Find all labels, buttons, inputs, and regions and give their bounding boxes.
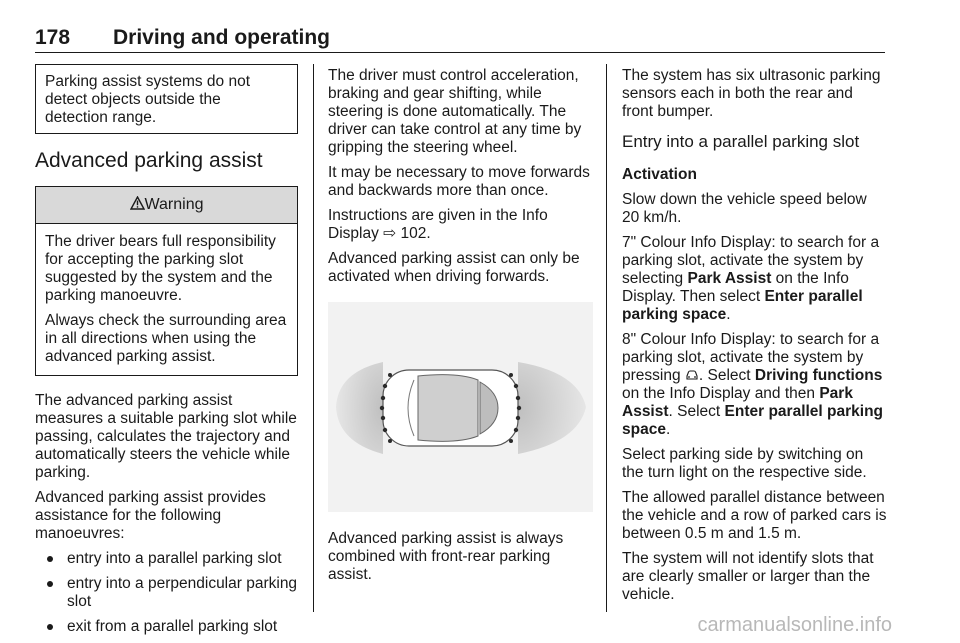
column-3 [622, 67, 887, 611]
warning-text: The driver bears full responsibility for accepting the parking slot suggested by the system and the parking manoeuvre. [45, 233, 276, 304]
warning-header [36, 187, 297, 224]
column-1 [35, 64, 298, 643]
paragraph: The allowed parallel distance between the vehicle and a row of parked cars is between 0.5 m and 1.5 m. [622, 489, 887, 542]
warning-box [35, 186, 298, 376]
paragraph: 7" Colour Info Display: to search for a parking slot, activate the system by selecting Park Assist on the Info Display. Then select Enter parallel parking space. [622, 234, 880, 323]
column-divider [313, 64, 314, 612]
section-title: Advanced parking assist [35, 149, 263, 172]
car-settings-icon [685, 369, 699, 381]
note-text: Parking assist systems do not detect objects outside the detection range. [45, 73, 251, 126]
warning-text: Always check the surrounding area in all directions when using the advanced parking assist. [45, 312, 287, 365]
car-top-view-image [328, 302, 593, 512]
warning-label: Warning [144, 196, 204, 213]
note-box [35, 64, 298, 134]
paragraph: The driver must control acceleration, braking and gear shifting, while steering is done automatically. The driver can take control at any time by gripping the steering wheel. [328, 67, 582, 156]
paragraph: The advanced parking assist measures a suitable parking slot while passing, calculates the trajectory and automatically steers the vehicle while parking. [35, 392, 297, 481]
paragraph: It may be necessary to move forwards and backwards more than once. [328, 164, 590, 199]
paragraph: The system will not identify slots that are clearly smaller or larger than the vehicle. [622, 550, 874, 603]
parking-sensor-illustration [328, 302, 593, 512]
page-ref-icon: ⇨ [383, 225, 397, 242]
list-item: entry into a perpendicular parking slot [35, 575, 298, 611]
page-number: 178 [35, 26, 71, 49]
paragraph: The system has six ultrasonic parking sensors each in both the rear and front bumper. [622, 67, 881, 120]
page-header [35, 26, 885, 53]
manoeuvre-list [35, 550, 298, 636]
list-item: entry into a parallel parking slot [35, 550, 298, 568]
chapter-title: Driving and operating [113, 26, 331, 49]
paragraph: Slow down the vehicle speed below 20 km/h. [622, 191, 867, 226]
warning-icon [130, 196, 145, 210]
watermark: carmanualsonline.info [697, 614, 892, 636]
paragraph: Advanced parking assist provides assistance for the following manoeuvres: [35, 489, 266, 542]
column-2 [328, 67, 593, 591]
subheading: Entry into a parallel parking slot [622, 132, 860, 151]
paragraph: Select parking side by switching on the turn light on the respective side. [622, 446, 867, 481]
paragraph: 8" Colour Info Display: to search for a parking slot, activate the system by pressing . Select Driving functions on the Info Display and then Park Assist. Select Enter parallel parking space. [622, 331, 884, 438]
list-item: exit from a parallel parking slot [35, 618, 298, 636]
activation-heading: Activation [622, 166, 697, 183]
paragraph: Instructions are given in the Info Display ⇨ 102. [328, 207, 548, 242]
paragraph: Advanced parking assist can only be activated when driving forwards. [328, 250, 580, 285]
figure-caption: Advanced parking assist is always combined with front-rear parking assist. [328, 530, 564, 583]
column-divider [606, 64, 607, 612]
